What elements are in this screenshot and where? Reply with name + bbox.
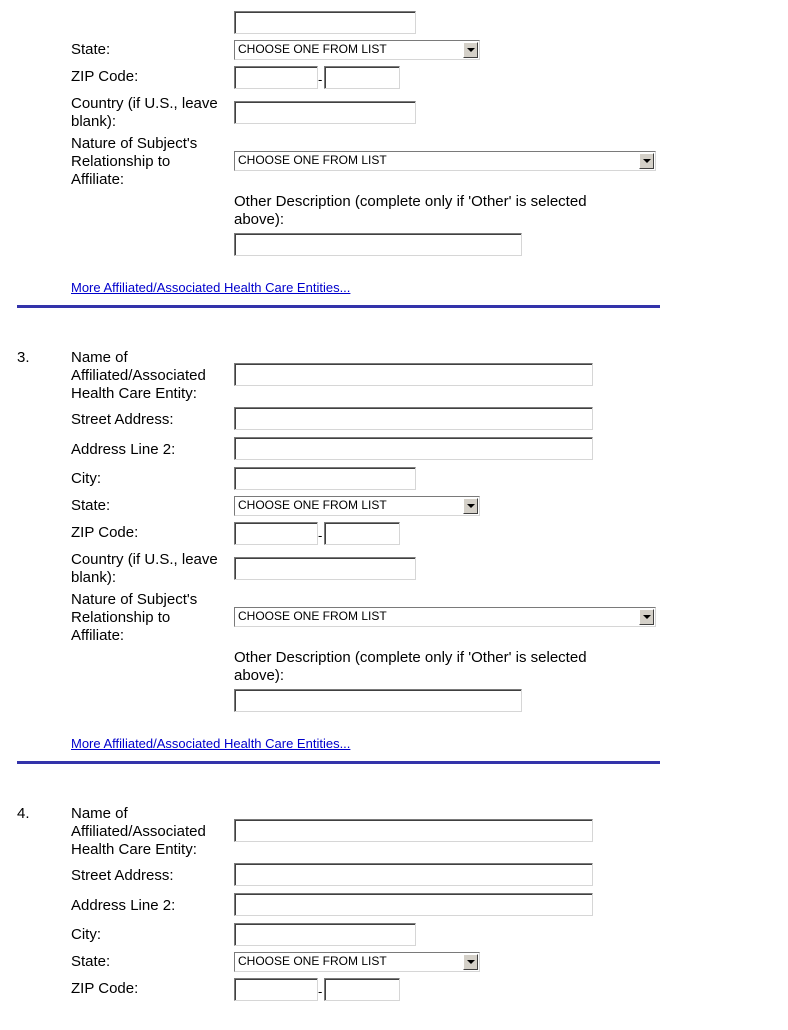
country-label-line2: blank): [71, 569, 117, 586]
entity-name-input[interactable] [234, 819, 593, 842]
entity-name-input[interactable] [234, 363, 593, 386]
address2-label: Address Line 2: [71, 441, 176, 458]
other-desc-label-line2: above): [234, 667, 285, 684]
street-label: Street Address: [71, 867, 174, 884]
nature-select-value: CHOOSE ONE FROM LIST [238, 153, 387, 167]
chevron-down-icon[interactable] [639, 153, 654, 169]
more-entities-link[interactable]: More Affiliated/Associated Health Care Entities... [71, 736, 351, 751]
zip-label: ZIP Code: [71, 980, 139, 997]
nature-label-line3: Affiliate: [71, 171, 125, 188]
chevron-down-icon[interactable] [639, 609, 654, 625]
other-desc-label-line1: Other Description (complete only if 'Other' is selected [234, 193, 587, 210]
chevron-down-icon[interactable] [463, 954, 478, 970]
zip-separator: - [318, 528, 323, 543]
nature-label-line2: Relationship to [71, 153, 171, 170]
chevron-down-icon[interactable] [463, 42, 478, 58]
country-label-line2: blank): [71, 113, 117, 130]
entity-name-label-line2: Affiliated/Associated [71, 823, 206, 840]
country-input[interactable] [234, 557, 416, 580]
entity-name-label-line3: Health Care Entity: [71, 841, 197, 858]
street-input[interactable] [234, 863, 593, 886]
nature-select-value: CHOOSE ONE FROM LIST [238, 609, 387, 623]
state-select[interactable] [234, 496, 480, 516]
state-label: State: [71, 41, 111, 58]
chevron-down-icon[interactable] [463, 498, 478, 514]
nature-select[interactable] [234, 607, 656, 627]
zip-input[interactable] [234, 978, 318, 1001]
city-input[interactable] [234, 923, 416, 946]
zip-input[interactable] [234, 66, 318, 89]
city-label: City: [71, 926, 101, 943]
section-number: 3. [17, 349, 30, 366]
section-divider [17, 761, 660, 764]
entity-name-label-line2: Affiliated/Associated [71, 367, 206, 384]
section-divider [17, 305, 660, 308]
nature-select[interactable] [234, 151, 656, 171]
other-desc-label-line2: above): [234, 211, 285, 228]
entity-name-label-line1: Name of [71, 349, 128, 366]
zip-label: ZIP Code: [71, 68, 139, 85]
address2-input[interactable] [234, 437, 593, 460]
state-label: State: [71, 953, 111, 970]
zip-separator: - [318, 72, 323, 87]
address2-label: Address Line 2: [71, 897, 176, 914]
street-input[interactable] [234, 407, 593, 430]
state-select-value: CHOOSE ONE FROM LIST [238, 954, 387, 968]
zip-input[interactable] [234, 522, 318, 545]
country-input[interactable] [234, 101, 416, 124]
other-desc-input[interactable] [234, 233, 522, 256]
nature-label-line2: Relationship to [71, 609, 171, 626]
country-label-line1: Country (if U.S., leave [71, 95, 218, 112]
other-desc-label-line1: Other Description (complete only if 'Other' is selected [234, 649, 587, 666]
entity-name-label-line3: Health Care Entity: [71, 385, 197, 402]
section-number: 4. [17, 805, 30, 822]
state-select-value: CHOOSE ONE FROM LIST [238, 42, 387, 56]
state-select[interactable] [234, 952, 480, 972]
city-input[interactable] [234, 467, 416, 490]
zip-ext-input[interactable] [324, 522, 400, 545]
address2-input[interactable] [234, 893, 593, 916]
zip-separator: - [318, 984, 323, 999]
city-input[interactable] [234, 11, 416, 34]
state-select[interactable] [234, 40, 480, 60]
other-desc-input[interactable] [234, 689, 522, 712]
zip-ext-input[interactable] [324, 978, 400, 1001]
state-label: State: [71, 497, 111, 514]
street-label: Street Address: [71, 411, 174, 428]
state-select-value: CHOOSE ONE FROM LIST [238, 498, 387, 512]
entity-name-label-line1: Name of [71, 805, 128, 822]
more-entities-link[interactable]: More Affiliated/Associated Health Care Entities... [71, 280, 351, 295]
zip-ext-input[interactable] [324, 66, 400, 89]
country-label-line1: Country (if U.S., leave [71, 551, 218, 568]
nature-label-line1: Nature of Subject's [71, 135, 198, 152]
nature-label-line1: Nature of Subject's [71, 591, 198, 608]
zip-label: ZIP Code: [71, 524, 139, 541]
nature-label-line3: Affiliate: [71, 627, 125, 644]
city-label: City: [71, 470, 101, 487]
